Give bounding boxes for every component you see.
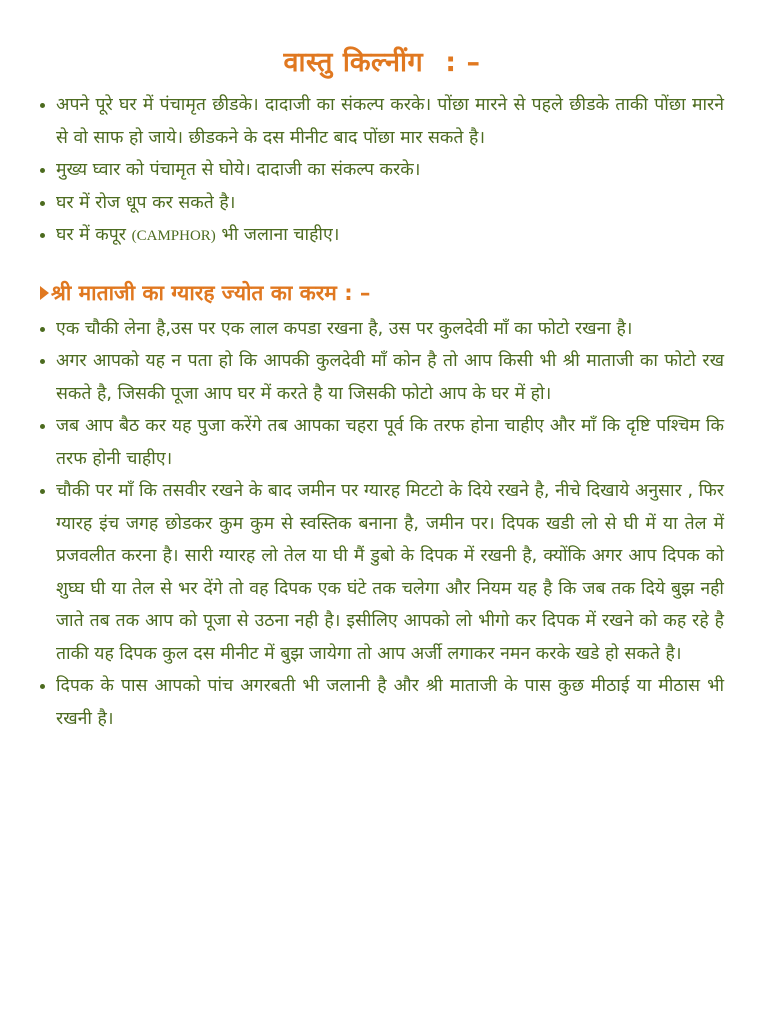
list-item: [40, 345, 724, 410]
page-title: [40, 42, 724, 79]
list-item-text: अपने पूरे घर में पंचामृत छीडके। दादाजी का संकल्प करके। पोंछा मारने से पहले छीडके ताकी पोंछा मारने से वो साफ हो जाये। छीडकने के दस मीनीट बाद पोंछा मार सकते है।: [56, 95, 724, 148]
list-item: [40, 89, 724, 154]
bullet-dot-icon: [40, 103, 45, 108]
list-item: [40, 410, 724, 475]
jyot-ritual-list: [40, 313, 724, 736]
list-item-text: अगर आपको यह न पता हो कि आपकी कुलदेवी माँ कोन है तो आप किसी भी श्री माताजी का फोटो रख सकते है, जिसकी पूजा आप घर में करते है या जिसकी फोटो आप के घर में हो।: [56, 351, 724, 404]
list-item: [40, 187, 724, 220]
list-item: [40, 313, 724, 346]
section-heading: [40, 279, 724, 307]
list-item: [40, 670, 724, 735]
bullet-dot-icon: [40, 489, 45, 494]
arrow-bullet-icon: [40, 286, 49, 300]
section-heading-separator: : –: [344, 280, 371, 305]
list-item-text: जब आप बैठ कर यह पुजा करेंगे तब आपका चहरा पूर्व कि तरफ होना चाहीए और माँ कि दृष्टि पश्चिम कि तरफ होनी चाहीए।: [56, 416, 724, 469]
bullet-dot-icon: [40, 684, 45, 689]
list-item-text: मुख्य घ्वार को पंचामृत से घोये। दादाजी का संकल्प करके।: [56, 160, 421, 180]
list-item-text: एक चौकी लेना है,उस पर एक लाल कपडा रखना है, उस पर कुलदेवी माँ का फोटो रखना है।: [56, 318, 633, 339]
bullet-dot-icon: [40, 359, 45, 364]
list-item-text-after: भी जलाना चाहीए।: [221, 225, 340, 245]
list-item-text: घर में रोज धूप कर सकते है।: [56, 192, 236, 213]
list-item: [40, 475, 724, 670]
bullet-dot-icon: [40, 233, 45, 238]
list-item-latin: (CAMPHOR): [131, 228, 216, 244]
bullet-dot-icon: [40, 168, 45, 173]
bullet-dot-icon: [40, 201, 45, 206]
bullet-dot-icon: [40, 424, 45, 429]
title-separator: : –: [445, 47, 481, 78]
list-item: [40, 219, 724, 253]
list-item-text: दिपक के पास आपको पांच अगरबती भी जलानी है और श्री माताजी के पास कुछ मीठाई या मीठास भी रखनी है।: [56, 676, 724, 729]
list-item-text-before: घर में कपूर: [56, 225, 127, 245]
list-item-text: चौकी पर माँ कि तसवीर रखने के बाद जमीन पर ग्यारह मिटटो के दिये रखने है, नीचे दिखाये अनुसार , फिर ग्यारह इंच जगह छोडकर कुम कुम से स्वस्तिक बनाना है, जमीन पर। दिपक खडी लो से घी में या तेल में प्रजवलीत करना है। सारी ग्यारह लो तेल या घी मैं डुबो के दिपक में रखनी है, क्योंकि अगर आप दिपक को शुघ्घ घी या तेल से भर देंगे तो वह दिपक एक घंटे तक चलेगा और नियम यह है कि जब तक दिये बुझ नही जाते तब तक आप को पूजा से उठना नही है। इसीलिए आपको लो भीगो कर दिपक में रखने को कह रहे है ताकी यह दिपक कुल दस मीनीट में बुझ जायेगा तो आप अर्जी लगाकर नमन करके खडे हो सकते है।: [56, 481, 724, 664]
section-heading-text: श्री माताजी का ग्यारह ज्योत का करम: [51, 280, 337, 305]
vastu-cleaning-list: [40, 89, 724, 253]
bullet-dot-icon: [40, 327, 45, 332]
title-text: वास्तु किल्नींग: [283, 47, 424, 78]
list-item: [40, 154, 724, 187]
